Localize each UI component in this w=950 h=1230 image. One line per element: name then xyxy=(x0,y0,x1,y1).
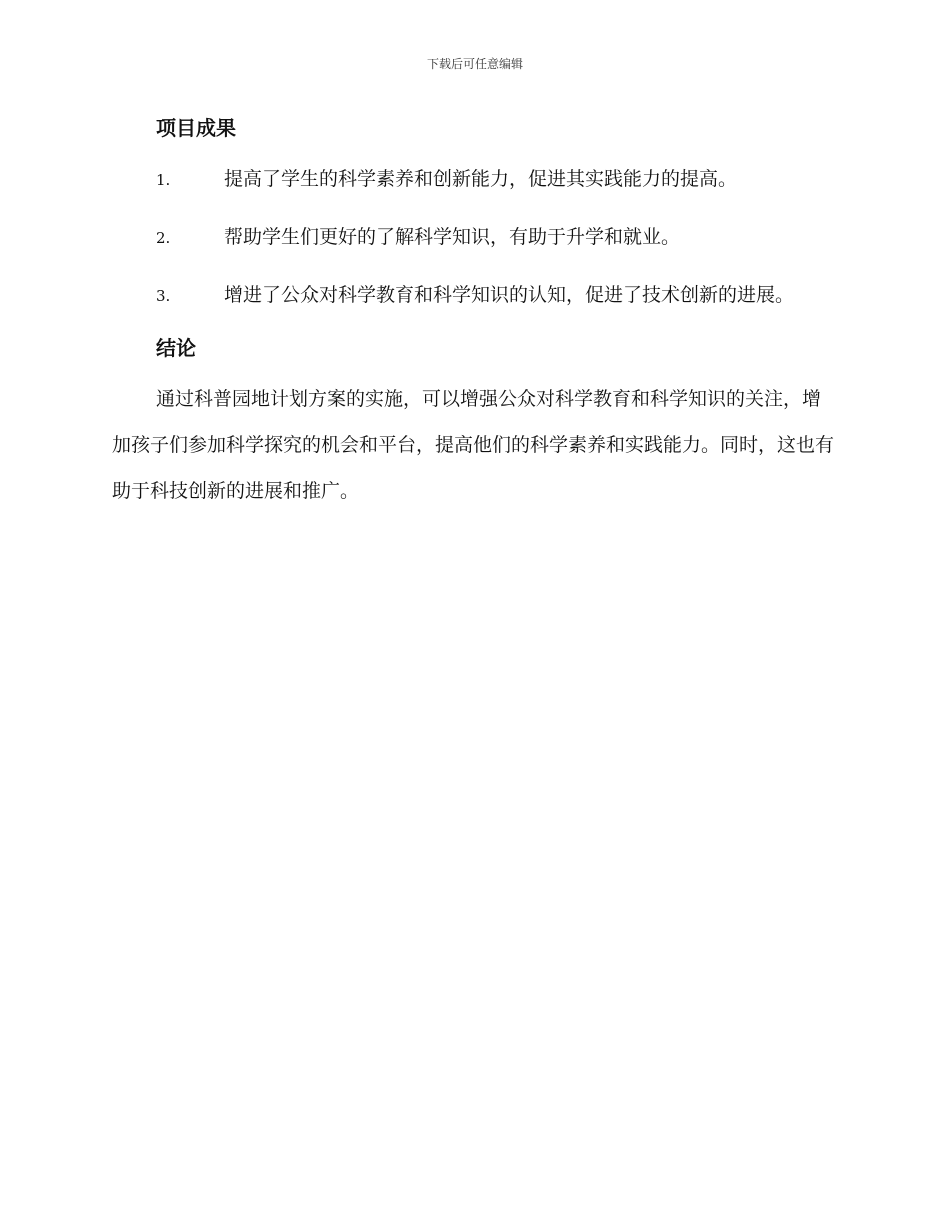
list-item-text: 提高了学生的科学素养和创新能力，促进其实践能力的提高。 xyxy=(224,168,738,190)
conclusion-paragraph: 通过科普园地计划方案的实施，可以增强公众对科学教育和科学知识的关注，增加孩子们参加科学探究的机会和平台，提高他们的科学素养和实践能力。同时，这也有助于科技创新的进展和推广。 xyxy=(112,388,835,502)
list-item-number: 1. xyxy=(156,171,171,189)
list-item-number: 2. xyxy=(156,229,171,247)
results-heading: 项目成果 xyxy=(156,116,236,140)
list-item-text: 帮助学生们更好的了解科学知识，有助于升学和就业。 xyxy=(224,226,681,248)
document-content xyxy=(112,110,837,514)
list-item xyxy=(112,272,837,319)
results-list xyxy=(112,156,837,319)
list-item xyxy=(112,214,837,261)
list-item xyxy=(112,156,837,203)
list-item-number: 3. xyxy=(156,287,171,305)
header-note: 下载后可任意编辑 xyxy=(426,57,523,71)
conclusion-heading: 结论 xyxy=(156,336,196,360)
list-item-text: 增进了公众对科学教育和科学知识的认知，促进了技术创新的进展。 xyxy=(224,284,795,306)
